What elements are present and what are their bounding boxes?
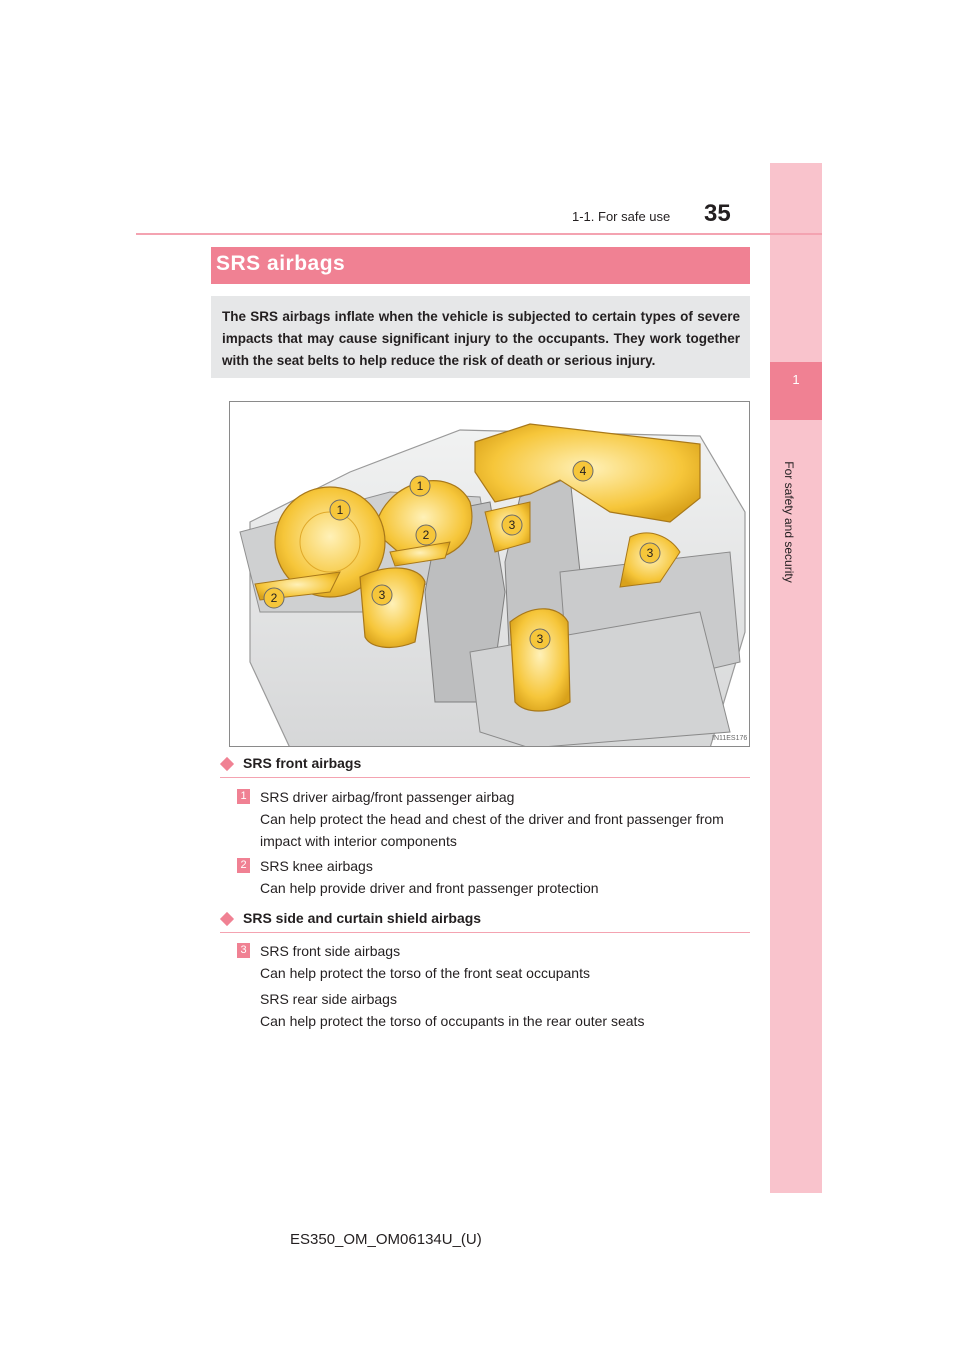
- callout-3d: [640, 543, 660, 563]
- item-title: SRS driver airbag/front passenger airbag: [260, 789, 515, 805]
- section-title: SRS airbags: [216, 252, 346, 275]
- svg-text:3: 3: [508, 518, 516, 532]
- callout-3b: [502, 515, 522, 535]
- item-desc: Can help protect the torso of occupants in the rear outer seats: [260, 1013, 645, 1029]
- item-number-3: 3: [237, 943, 250, 958]
- svg-text:3: 3: [536, 632, 544, 646]
- diamond-bullet-icon: [220, 912, 234, 926]
- callout-2b: [416, 525, 436, 545]
- side-airbags-rule: [220, 932, 750, 933]
- diamond-bullet-icon: [220, 757, 234, 771]
- item-title: SRS knee airbags: [260, 858, 373, 874]
- front-airbag-item-1: [260, 786, 750, 852]
- item-desc: Can help protect the head and chest of the driver and front passenger from: [260, 811, 724, 827]
- callout-4: [573, 461, 593, 481]
- item-number-2: 2: [237, 858, 250, 873]
- chapter-title: For safety and security: [782, 461, 796, 583]
- callout-2a: [264, 588, 284, 608]
- chapter-side-tab-active: [770, 362, 822, 420]
- item-desc: Can help protect the torso of the front seat occupants: [260, 965, 590, 981]
- chapter-number: 1: [792, 372, 800, 387]
- side-airbag-item-2: [260, 988, 750, 1032]
- car-interior-drawing: [230, 402, 750, 747]
- intro-box: [211, 296, 750, 378]
- svg-text:2: 2: [422, 528, 430, 542]
- item-number-1: 1: [237, 789, 250, 804]
- svg-text:4: 4: [579, 464, 587, 478]
- item-desc: Can help provide driver and front passenger protection: [260, 880, 599, 896]
- page-number: 35: [704, 200, 731, 227]
- item-desc-cont: impact with interior components: [260, 833, 457, 849]
- svg-text:3: 3: [378, 588, 386, 602]
- side-airbag-item-1: [260, 940, 750, 984]
- callout-1a: [330, 500, 350, 520]
- header-rule: [136, 233, 822, 235]
- front-airbags-heading: SRS front airbags: [243, 755, 362, 771]
- item-title: SRS front side airbags: [260, 943, 401, 959]
- svg-text:2: 2: [270, 591, 278, 605]
- svg-text:1: 1: [336, 503, 344, 517]
- front-airbags-rule: [220, 777, 750, 778]
- airbag-illustration: [229, 401, 750, 747]
- illustration-code: IN11ES176: [712, 735, 748, 742]
- front-airbag-item-2: [260, 855, 750, 899]
- callout-1b: [410, 476, 430, 496]
- section-label: 1-1. For safe use: [572, 209, 671, 224]
- callout-3c: [530, 629, 550, 649]
- document-code: ES350_OM_OM06134U_(U): [290, 1231, 482, 1248]
- callout-3a: [372, 585, 392, 605]
- svg-text:1: 1: [416, 479, 424, 493]
- svg-text:3: 3: [646, 546, 654, 560]
- item-title: SRS rear side airbags: [260, 991, 397, 1007]
- intro-text: The SRS airbags inflate when the vehicle is subjected to certain types of severe impacts that may cause significant injury to the occupants. They work together with the seat belts to help reduce the risk of death or serious injury.: [222, 309, 740, 368]
- chapter-side-tab: [770, 163, 822, 1193]
- side-airbags-heading: SRS side and curtain shield airbags: [243, 910, 482, 926]
